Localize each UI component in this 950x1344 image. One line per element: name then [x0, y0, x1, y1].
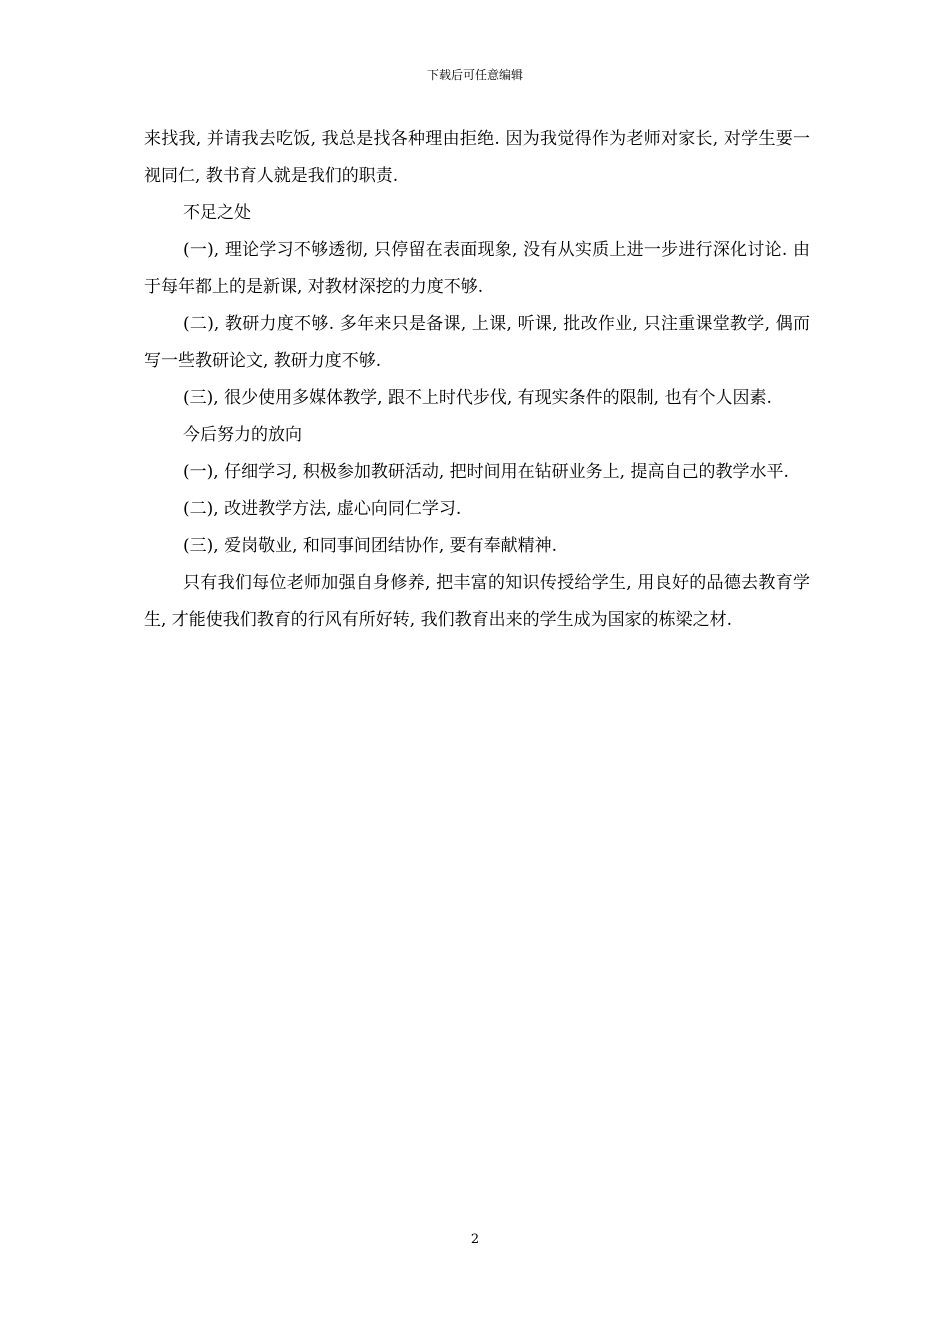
paragraph-continuation: 来找我, 并请我去吃饭, 我总是找各种理由拒绝. 因为我觉得作为老师对家长, 对学生要一视同仁, 教书育人就是我们的职责. — [144, 129, 810, 186]
paragraph-shortcoming-3: (三), 很少使用多媒体教学, 跟不上时代步伐, 有现实条件的限制, 也有个人因素. — [183, 388, 772, 408]
page-header: 下载后可任意编辑 — [426, 68, 523, 82]
paragraph-direction-3: (三), 爱岗敬业, 和同事间团结协作, 要有奉献精神. — [183, 536, 558, 556]
document-body — [144, 121, 810, 639]
section-heading-future-direction: 今后努力的放向 — [183, 425, 302, 445]
paragraph-direction-2: (二), 改进教学方法, 虚心向同仁学习. — [183, 499, 462, 519]
paragraph-shortcoming-1: (一), 理论学习不够透彻, 只停留在表面现象, 没有从实质上进一步进行深化讨论. 由于每年都上的是新课, 对教材深挖的力度不够. — [144, 240, 810, 297]
page-number: 2 — [470, 1232, 480, 1247]
section-heading-shortcomings: 不足之处 — [183, 203, 251, 223]
paragraph-direction-1: (一), 仔细学习, 积极参加教研活动, 把时间用在钻研业务上, 提高自己的教学水平. — [183, 462, 789, 482]
paragraph-shortcoming-2: (二), 教研力度不够. 多年来只是备课, 上课, 听课, 批改作业, 只注重课堂教学, 偶而写一些教研论文, 教研力度不够. — [144, 314, 810, 371]
paragraph-conclusion: 只有我们每位老师加强自身修养, 把丰富的知识传授给学生, 用良好的品德去教育学生, 才能使我们教育的行风有所好转, 我们教育出来的学生成为国家的栋梁之材. — [144, 573, 810, 630]
